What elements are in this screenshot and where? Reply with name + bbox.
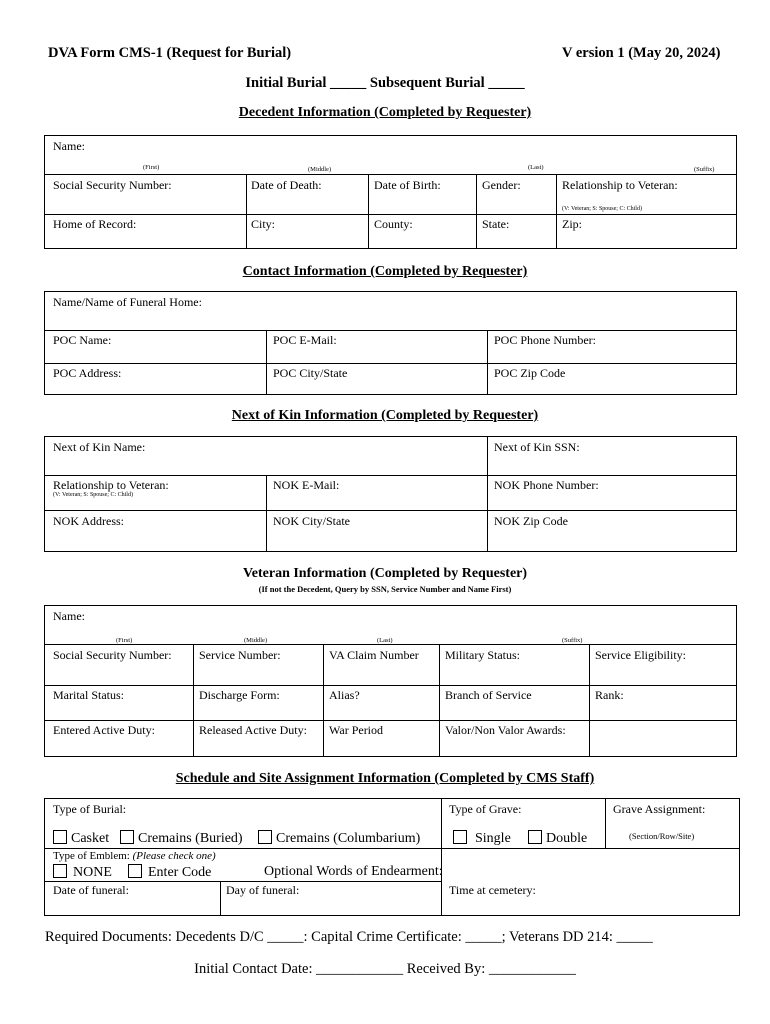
decedent-relationship-field[interactable]: Relationship to Veteran: xyxy=(562,178,678,192)
decedent-relationship-hint: (V: Veteran; S: Spouse; C: Child) xyxy=(562,206,642,212)
burial-type-line: Initial Burial _____ Subsequent Burial _____ xyxy=(245,75,525,91)
decedent-last-caption: (Last) xyxy=(528,164,544,171)
emblem-none-option[interactable]: NONE xyxy=(53,864,112,881)
form-title: DVA Form CMS-1 (Request for Burial) xyxy=(48,45,292,61)
decedent-section-title: Decedent Information (Completed by Requester) xyxy=(238,105,532,120)
nok-email-field[interactable]: NOK E-Mail: xyxy=(273,478,340,492)
decedent-first-caption: (First) xyxy=(143,164,160,171)
cremains-columbarium-checkbox[interactable] xyxy=(258,830,272,844)
grave-assignment-hint: (Section/Row/Site) xyxy=(629,831,695,841)
nok-address-field[interactable]: NOK Address: xyxy=(53,514,124,528)
nok-table xyxy=(44,436,737,552)
cremains-columbarium-option[interactable]: Cremains (Columbarium) xyxy=(258,830,420,847)
veteran-ssn-field[interactable]: Social Security Number: xyxy=(53,648,172,662)
cremains-buried-checkbox[interactable] xyxy=(120,830,134,844)
veteran-branch-field[interactable]: Branch of Service xyxy=(445,688,532,702)
decedent-date-of-birth-field[interactable]: Date of Birth: xyxy=(374,178,441,192)
veteran-section-title: Veteran Information (Completed by Requester) xyxy=(242,566,528,581)
none-checkbox[interactable] xyxy=(53,864,67,878)
decedent-county-field[interactable]: County: xyxy=(374,217,413,231)
single-checkbox[interactable] xyxy=(453,830,467,844)
veteran-middle-caption: (Middle) xyxy=(244,637,268,644)
nok-ssn-field[interactable]: Next of Kin SSN: xyxy=(494,440,580,454)
grave-assignment-field[interactable]: Grave Assignment: xyxy=(613,802,706,816)
emblem-label: Type of Emblem: (Please check one) xyxy=(53,850,216,862)
cremains-buried-option[interactable]: Cremains (Buried) xyxy=(120,830,243,847)
decedent-home-of-record-field[interactable]: Home of Record: xyxy=(53,217,137,231)
veteran-war-period-field[interactable]: War Period xyxy=(329,723,384,737)
type-of-burial-label: Type of Burial: xyxy=(53,802,127,816)
casket-checkbox[interactable] xyxy=(53,830,67,844)
type-of-grave-label: Type of Grave: xyxy=(449,802,522,816)
form-version: V ersion 1 (May 20, 2024) xyxy=(562,45,721,61)
nok-relationship-field[interactable]: Relationship to Veteran: xyxy=(53,478,169,492)
poc-address-field[interactable]: POC Address: xyxy=(53,366,122,380)
veteran-rank-field[interactable]: Rank: xyxy=(595,688,624,702)
emblem-hint: (Please check one) xyxy=(132,850,216,862)
poc-zip-field[interactable]: POC Zip Code xyxy=(494,366,566,380)
veteran-discharge-form-field[interactable]: Discharge Form: xyxy=(199,688,280,702)
contact-table xyxy=(44,291,737,395)
decedent-state-field[interactable]: State: xyxy=(482,217,510,231)
nok-name-field[interactable]: Next of Kin Name: xyxy=(53,440,146,454)
poc-email-field[interactable]: POC E-Mail: xyxy=(273,333,337,347)
time-at-cemetery-field[interactable]: Time at cemetery: xyxy=(449,883,536,897)
nok-relationship-hint: (V: Veteran; S: Spouse; C: Child) xyxy=(53,492,133,498)
endearment-field[interactable]: Optional Words of Endearment: xyxy=(264,864,443,879)
decedent-middle-caption: (Middle) xyxy=(308,166,332,173)
enter-code-checkbox[interactable] xyxy=(128,864,142,878)
nok-phone-field[interactable]: NOK Phone Number: xyxy=(494,478,599,492)
veteran-name-field[interactable]: Name: xyxy=(53,609,85,623)
veteran-released-active-field[interactable]: Released Active Duty: xyxy=(199,723,307,737)
decedent-date-of-death-field[interactable]: Date of Death: xyxy=(251,178,322,192)
veteran-service-number-field[interactable]: Service Number: xyxy=(199,648,281,662)
veteran-table xyxy=(44,605,737,757)
decedent-name-field[interactable]: Name: xyxy=(53,139,85,153)
veteran-service-eligibility-field[interactable]: Service Eligibility: xyxy=(595,648,686,662)
veteran-entered-active-field[interactable]: Entered Active Duty: xyxy=(53,723,155,737)
veteran-first-caption: (First) xyxy=(116,637,133,644)
poc-city-state-field[interactable]: POC City/State xyxy=(273,366,348,380)
nok-city-state-field[interactable]: NOK City/State xyxy=(273,514,350,528)
decedent-suffix-caption: (Suffix) xyxy=(694,166,715,173)
date-of-funeral-field[interactable]: Date of funeral: xyxy=(53,883,129,897)
emblem-enter-code-option[interactable]: Enter Code xyxy=(128,864,211,881)
initial-contact-line: Initial Contact Date: ____________ Received By: ____________ xyxy=(194,961,576,977)
day-of-funeral-field[interactable]: Day of funeral: xyxy=(226,883,300,897)
decedent-zip-field[interactable]: Zip: xyxy=(562,217,582,231)
veteran-suffix-caption: (Suffix) xyxy=(562,637,583,644)
veteran-military-status-field[interactable]: Military Status: xyxy=(445,648,520,662)
schedule-table xyxy=(44,798,740,916)
veteran-marital-status-field[interactable]: Marital Status: xyxy=(53,688,124,702)
double-grave-option[interactable]: Double xyxy=(528,830,587,847)
contact-section-title: Contact Information (Completed by Requester) xyxy=(242,264,528,279)
casket-option[interactable]: Casket xyxy=(53,830,109,847)
schedule-section-title: Schedule and Site Assignment Information (Completed by CMS Staff) xyxy=(175,771,595,786)
required-documents-line: Required Documents: Decedents D/C _____: Capital Crime Certificate: _____; Veterans DD 214: _____ xyxy=(45,929,653,945)
nok-section-title: Next of Kin Information (Completed by Requester) xyxy=(231,408,539,423)
decedent-table xyxy=(44,135,737,249)
veteran-last-caption: (Last) xyxy=(377,637,393,644)
poc-name-field[interactable]: POC Name: xyxy=(53,333,112,347)
decedent-ssn-field[interactable]: Social Security Number: xyxy=(53,178,172,192)
funeral-home-field[interactable]: Name/Name of Funeral Home: xyxy=(53,295,202,309)
double-checkbox[interactable] xyxy=(528,830,542,844)
decedent-gender-field[interactable]: Gender: xyxy=(482,178,521,192)
decedent-city-field[interactable]: City: xyxy=(251,217,276,231)
veteran-alias-field[interactable]: Alias? xyxy=(329,688,360,702)
nok-zip-field[interactable]: NOK Zip Code xyxy=(494,514,568,528)
single-grave-option[interactable]: Single xyxy=(453,830,511,847)
veteran-va-claim-field[interactable]: VA Claim Number xyxy=(329,648,419,662)
poc-phone-field[interactable]: POC Phone Number: xyxy=(494,333,596,347)
veteran-valor-field[interactable]: Valor/Non Valor Awards: xyxy=(445,723,566,737)
veteran-section-subtitle: (If not the Decedent, Query by SSN, Service Number and Name First) xyxy=(258,584,512,594)
